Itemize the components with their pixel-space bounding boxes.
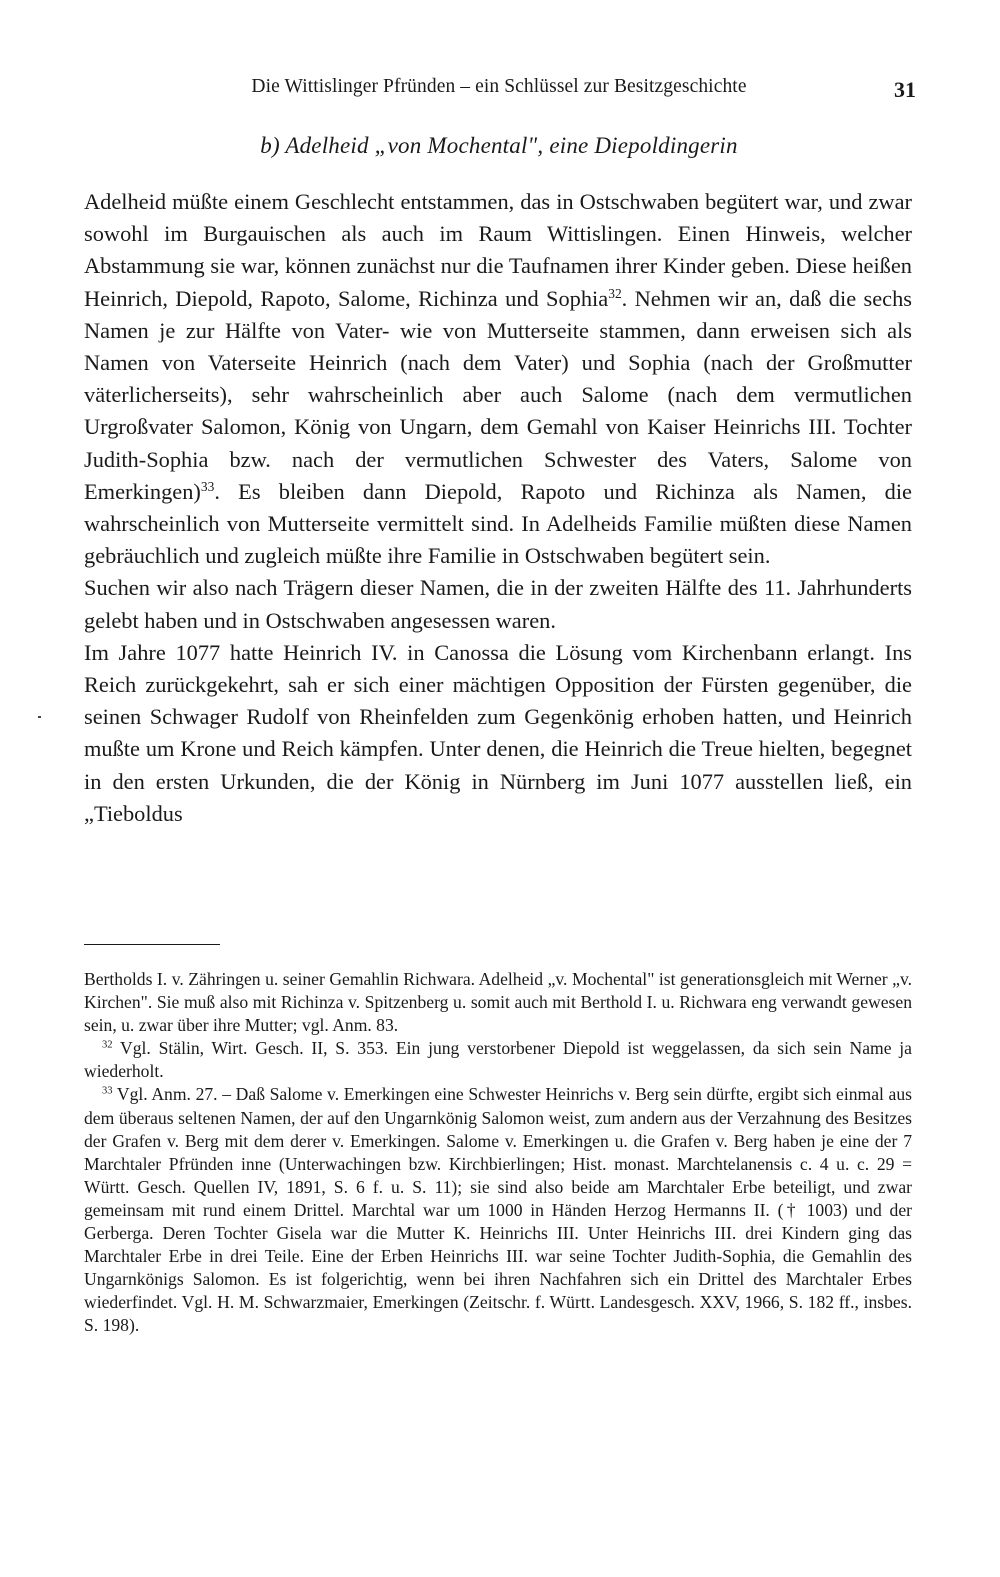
paragraph-1: [84, 186, 912, 572]
section-heading: b) Adelheid „von Mochental", eine Diepoldingerin: [260, 133, 738, 158]
paragraph-1-part-a: Adelheid müßte einem Geschlecht entstammen, das in Ostschwaben begütert war, und zwar sowohl im Burgauischen als auch im Raum Wittislingen. Einen Hinweis, welcher Abstammung sie war, können zunächst nur die Taufnamen ihrer Kinder geben. Diese heißen Heinrich, Diepold, Rapoto, Salome, Richinza und Sophia: [84, 189, 912, 311]
paragraph-1-part-c: . Es bleiben dann Diepold, Rapoto und Richinza als Namen, die wahrscheinlich von Mutterseite vermittelt sind. In Adelheids Familie müßten diese Namen gebräuchlich und zugleich müßte ihre Familie in Ostschwaben begütert sein.: [84, 478, 912, 569]
footnote-33: [84, 1083, 912, 1337]
page-number: 31: [894, 77, 916, 102]
footnote-divider: [84, 944, 220, 945]
footnote-continuation: Bertholds I. v. Zähringen u. seiner Gemahlin Richwara. Adelheid „v. Mochental" ist generationsgleich mit Werner „v. Kirchen". Sie muß also mit Richinza v. Spitzenberg u. somit auch mit Berthold I. u. Richwara eng verwandt gewesen sein, u. zwar über ihre Mutter; vgl. Anm. 83.: [84, 969, 912, 1036]
footnote-33-number: 33: [102, 1086, 113, 1098]
paragraph-3: Im Jahre 1077 hatte Heinrich IV. in Canossa die Lösung vom Kirchenbann erlangt. Ins Reich zurückgekehrt, sah er sich einer mächtigen Opposition der Fürsten gegenüber, die seinen Schwager Rudolf von Rheinfelden zum Gegenkönig erhoben hatten, und Heinrich mußte um Krone und Reich kämpfen. Unter denen, die Heinrich die Treue hielten, begegnet in den ersten Urkunden, die der König in Nürnberg im Juni 1077 ausstellen ließ, ein „Tieboldus: [84, 639, 912, 826]
footnote-32-number: 32: [102, 1039, 113, 1051]
footnote-32-text: Vgl. Stälin, Wirt. Gesch. II, S. 353. Ein jung verstorbener Diepold ist weggelassen, da sich sein Name ja wiederholt.: [84, 1038, 912, 1082]
running-title: Die Wittislinger Pfründen – ein Schlüssel zur Besitzgeschichte: [251, 76, 747, 97]
paragraph-1-part-b: . Nehmen wir an, daß die sechs Namen je zur Hälfte von Vater- wie von Mutterseite stammen, dann erweisen sich als Namen von Vaterseite Heinrich (nach dem Vater) und Sophia (nach der Großmutter väterlicherseits), sehr wahrscheinlich aber auch Salome (nach dem vermutlichen Urgroßvater Salomon, König von Ungarn, dem Gemahl von Kaiser Heinrichs III. Tochter Judith-Sophia bzw. nach der vermutlichen Schwester des Vaters, Salome von Emerkingen): [84, 285, 913, 504]
margin-mark: [38, 716, 41, 718]
main-text: [84, 186, 912, 830]
running-head: [84, 76, 914, 106]
footnote-33-text: Vgl. Anm. 27. – Daß Salome v. Emerkingen eine Schwester Heinrichs v. Berg sein dürfte, ergibt sich einmal aus dem überaus seltenen Namen, der auf den Ungarnkönig Salomon weist, zum andern aus der Verzahnung des Besitzes der Grafen v. Berg mit dem derer v. Emerkingen. Salome v. Emerkingen u. die Grafen v. Berg haben je eine der 7 Marchtaler Pfründen inne (Unterwachingen bzw. Kirchbierlingen; Hist. monast. Marchtelanensis c. 4 u. c. 29 = Württ. Gesch. Quellen IV, 1891, S. 6 f. u. S. 11); sie sind also beide am Marchtaler Erbe beteiligt, und zwar gemeinsam mit rund einem Drittel. Marchtal war um 1000 in Händen Herzog Hermanns II. († 1003) und der Gerberga. Deren Tochter Gisela war die Mutter K. Heinrichs III. Unter Heinrichs III. drei Kindern ging das Marchtaler Erbe in drei Teile. Eine der Erben Heinrichs III. war seine Tochter Judith-Sophia, die Gemahlin des Ungarnkönigs Salomon. Es ist folgerichtig, wenn bei ihren Nachfahren sich ein Drittel des Marchtaler Erbes wiederfindet. Vgl. H. M. Schwarzmaier, Emerkingen (Zeitschr. f. Württ. Landesgesch. XXV, 1966, S. 182 ff., insbes. S. 198).: [84, 1084, 912, 1336]
footnote-ref-33: 33: [200, 478, 215, 494]
footnote-ref-32: 32: [608, 285, 622, 301]
footnote-32: [84, 1037, 912, 1083]
paragraph-2: Suchen wir also nach Trägern dieser Namen, die in der zweiten Hälfte des 11. Jahrhunderts gelebt haben und in Ostschwaben angesessen waren.: [84, 575, 912, 633]
footnotes: [84, 968, 912, 1338]
